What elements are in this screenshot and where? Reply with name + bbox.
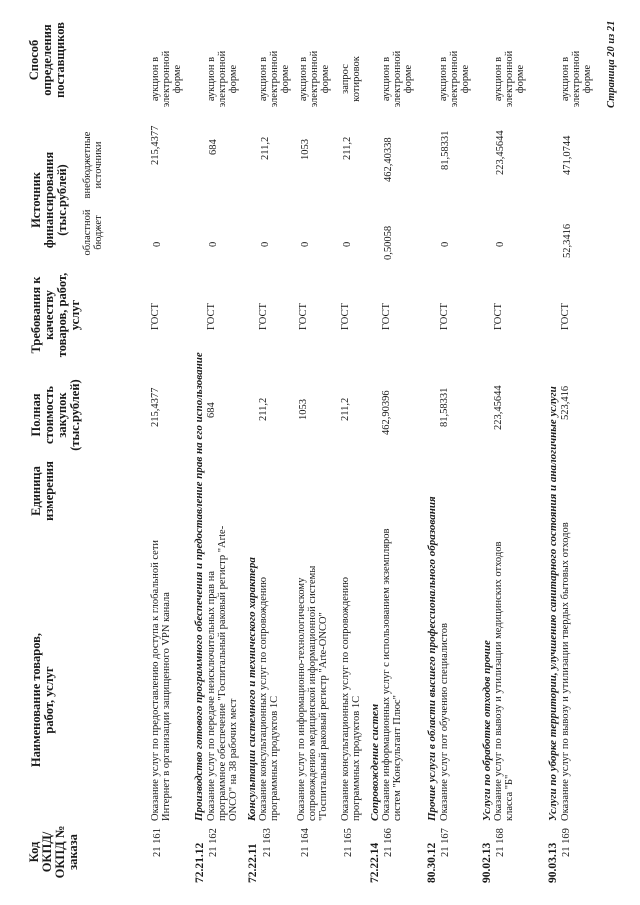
row-method: аукцион в электронной форме — [258, 50, 291, 108]
row-extra: 462,40338 — [383, 137, 394, 182]
row-total: 684 — [206, 402, 217, 418]
row-budget: 0 — [152, 241, 163, 247]
row-name: Оказание информационных услуг с использованием экземпляров систем "Консультант Плюс" — [381, 528, 403, 821]
row-requirement: ГОСТ — [493, 303, 504, 330]
row-number: 21 166 — [383, 828, 394, 857]
row-total: 215,4377 — [150, 387, 161, 427]
row-number: 21 163 — [262, 828, 273, 857]
row-extra: 1053 — [300, 139, 311, 160]
row-total: 523,416 — [560, 385, 571, 420]
section-title: Консультации системного и технического характера — [246, 557, 258, 821]
row-budget: 0 — [260, 241, 271, 247]
row-extra: 211,2 — [260, 136, 271, 160]
row-name: Оказание услуг по предоставлению доступа к глобальной сети Интернет в организации защищенного VPN канала — [150, 539, 172, 821]
section-code: 90.02.13 — [481, 842, 493, 883]
section-title: Производство готового программного обеспечения и предоставление прав на его использование — [193, 352, 205, 821]
row-extra: 81,58331 — [440, 130, 451, 170]
row-method: аукцион в электронной форме — [150, 50, 183, 108]
section-title: Услуги по уборке территории, улучшению санитарного состояния и аналогичные услуги — [547, 386, 559, 821]
row-total: 1053 — [298, 399, 309, 420]
row-method: аукцион в электронной форме — [560, 50, 593, 108]
row-number: 21 161 — [152, 828, 163, 857]
header-source: Источник финансирования (тыс.рублей) — [29, 151, 69, 249]
header-name: Наименование товаров, работ, услуг — [29, 632, 56, 768]
row-name: Оказание услуг по информационно-технологическому сопровождению медицинской информационной системы "Госпитальный раковый регистр "Arte-ONCO" — [296, 565, 329, 821]
row-requirement: ГОСТ — [439, 303, 450, 330]
row-number: 21 168 — [495, 828, 506, 857]
row-requirement: ГОСТ — [206, 303, 217, 330]
page-footer: Страница 20 из 21 — [606, 20, 617, 108]
row-method: аукцион в электронной форме — [206, 50, 239, 108]
header-extra: внебюджетные источники — [82, 131, 104, 199]
row-requirement: ГОСТ — [560, 303, 571, 330]
row-budget: 0 — [342, 241, 353, 247]
row-total: 211,2 — [340, 397, 351, 421]
row-name: Оказание услуг по вывозу и утилизации твердых бытовых отходов — [560, 522, 571, 821]
row-method: запрос котировок — [340, 56, 362, 102]
row-total: 211,2 — [258, 397, 269, 421]
row-budget: 0 — [495, 241, 506, 247]
row-total: 81,58331 — [439, 387, 450, 427]
row-method: аукцион в электронной форме — [381, 50, 414, 108]
header-total: Полная стоимость закупок (тыс.рублей) — [29, 379, 82, 451]
section-title: Услуги по обработке отходов прочие — [481, 640, 493, 821]
row-number: 21 167 — [440, 828, 451, 857]
row-name: Оказание услуг пот обучению специалистов — [439, 623, 450, 821]
header-code: Код ОКПД/ ОКПД № заказа — [27, 825, 80, 879]
row-extra: 471,0744 — [562, 135, 573, 175]
row-budget: 52,3416 — [562, 223, 573, 258]
row-name: Оказание консультационных услуг по сопровождению программных продуктов 1С — [340, 577, 362, 821]
row-budget: 0 — [440, 241, 451, 247]
section-title: Прочие услуги в области высшего профессионального образования — [426, 496, 438, 821]
row-number: 21 169 — [561, 828, 572, 857]
row-requirement: ГОСТ — [258, 303, 269, 330]
row-method: аукцион в электронной форме — [438, 50, 471, 108]
row-extra: 684 — [208, 139, 219, 155]
section-code: 90.03.13 — [547, 842, 559, 883]
row-total: 462,90396 — [381, 390, 392, 435]
row-requirement: ГОСТ — [298, 303, 309, 330]
row-name: Оказание консультационных услуг по сопровождению программных продуктов 1С — [258, 577, 280, 821]
section-code: 72.21.12 — [194, 842, 206, 883]
row-number: 21 165 — [343, 828, 354, 857]
row-requirement: ГОСТ — [381, 303, 392, 330]
header-requirements: Требования к качеству товаров, работ, услуг — [29, 272, 82, 358]
row-extra: 223,45644 — [495, 130, 506, 175]
header-budget: областной бюджет — [82, 209, 104, 256]
row-requirement: ГОСТ — [150, 303, 161, 330]
row-method: аукцион в электронной форме — [493, 50, 526, 108]
section-code: 72.22.14 — [369, 842, 381, 883]
row-budget: 0,50058 — [383, 225, 394, 260]
row-number: 21 164 — [300, 828, 311, 857]
header-method: Способ определения поставщиков — [27, 22, 67, 98]
row-number: 21 162 — [208, 828, 219, 857]
section-code: 72.22.11 — [247, 843, 259, 883]
row-total: 223,45644 — [493, 385, 504, 430]
row-extra: 215,4377 — [150, 125, 161, 165]
row-method: аукцион в электронной форме — [298, 50, 331, 108]
header-unit: Единица измерения — [29, 461, 56, 521]
row-extra: 211,2 — [342, 136, 353, 160]
section-code: 80.30.12 — [426, 842, 438, 883]
row-budget: 0 — [300, 241, 311, 247]
row-name: Оказание услуг по вывозу и утилизации медицинских отходов класса "Б" — [493, 541, 515, 821]
row-requirement: ГОСТ — [340, 303, 351, 330]
section-title: Сопровождение систем — [369, 703, 381, 821]
row-budget: 0 — [208, 241, 219, 247]
row-name: Оказание услуг по передаче неисключительных прав на программное обеспечение "Госпитальный раковый регистр "Arte-ONCO" на 38 рабочих мест — [206, 525, 239, 821]
